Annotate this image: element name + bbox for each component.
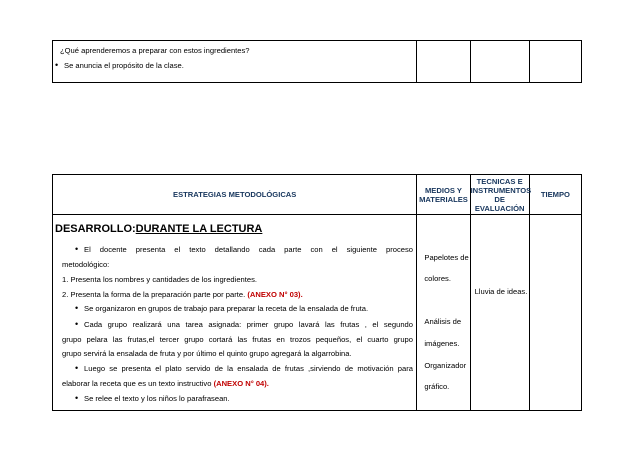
methodology-table — [52, 174, 582, 411]
bullet-3-line-3: grupo servirá la ensalada de fruta y por último el quinto grupo agregará la algarrobina. — [62, 349, 352, 358]
media-3-line-1: Organizador — [424, 361, 467, 370]
technique-text: Lluvia de ideas. — [474, 287, 528, 296]
purpose-bullet: • Se anuncia el propósito de la clase. — [64, 61, 184, 70]
media-2-line-1: Análisis de — [424, 317, 462, 326]
header-media: MEDIOS Y MATERIALES — [417, 175, 470, 215]
bullet-4-line-1: • Luego se presenta el plato servido de la ensalada de frutas ,sirviendo de motivación para — [84, 364, 413, 373]
bullet-1-line-2: metodológico: — [62, 260, 110, 269]
previous-strategies-cell — [53, 41, 417, 83]
media-1-line-2: colores. — [424, 274, 451, 283]
annex-4-ref: (ANEXO N° 04). — [213, 379, 269, 388]
annex-3-ref: (ANEXO N° 03). — [247, 290, 303, 299]
section-title: DESARROLLO:DURANTE LA LECTURA — [55, 223, 263, 235]
question-text: ¿Qué aprenderemos a preparar con estos ingredientes? — [60, 46, 250, 55]
header-time: TIEMPO — [529, 175, 581, 215]
header-techniques: TECNICAS E INSTRUMENTOS DE EVALUACIÓN — [470, 176, 532, 213]
previous-technique-cell — [470, 41, 529, 83]
bullet-3-line-1: • Cada grupo realizará una tarea asignada: primer grupo lavará las frutas , el segundo — [84, 320, 413, 329]
media-3-line-2: gráfico. — [424, 382, 450, 391]
bullet-4-line-2: elaborar la receta que es un texto instructivo (ANEXO N° 04). — [62, 379, 269, 388]
media-2-line-2: imágenes. — [424, 339, 460, 348]
media-body — [417, 215, 470, 411]
previous-time-cell — [529, 41, 581, 83]
bullet-1-line-1: • El docente presenta el texto detallando cada parte con el siguiente proceso — [84, 245, 413, 254]
time-body — [529, 215, 581, 411]
strategies-body — [53, 215, 417, 411]
previous-media-cell — [417, 41, 470, 83]
bullet-5: • Se relee el texto y los niños lo parafrasean. — [84, 394, 230, 403]
header-strategies: ESTRATEGIAS METODOLÓGICAS — [53, 175, 417, 215]
bullet-3-line-2: grupo pelara las frutas,el tercer grupo cortará las frutas en trozos pequeños, el cuarto grupo — [62, 335, 413, 344]
techniques-body — [470, 215, 529, 411]
bullet-2: • Se organizaron en grupos de trabajo para preparar la receta de la ensalada de fruta. — [84, 304, 368, 313]
numbered-item-1: 1. Presenta los nombres y cantidades de los ingredientes. — [62, 275, 258, 284]
media-1-line-1: Papelotes de — [424, 253, 469, 262]
numbered-item-2: 2. Presenta la forma de la preparación parte por parte. (ANEXO N° 03). — [62, 290, 303, 299]
previous-activity-table — [52, 40, 582, 83]
